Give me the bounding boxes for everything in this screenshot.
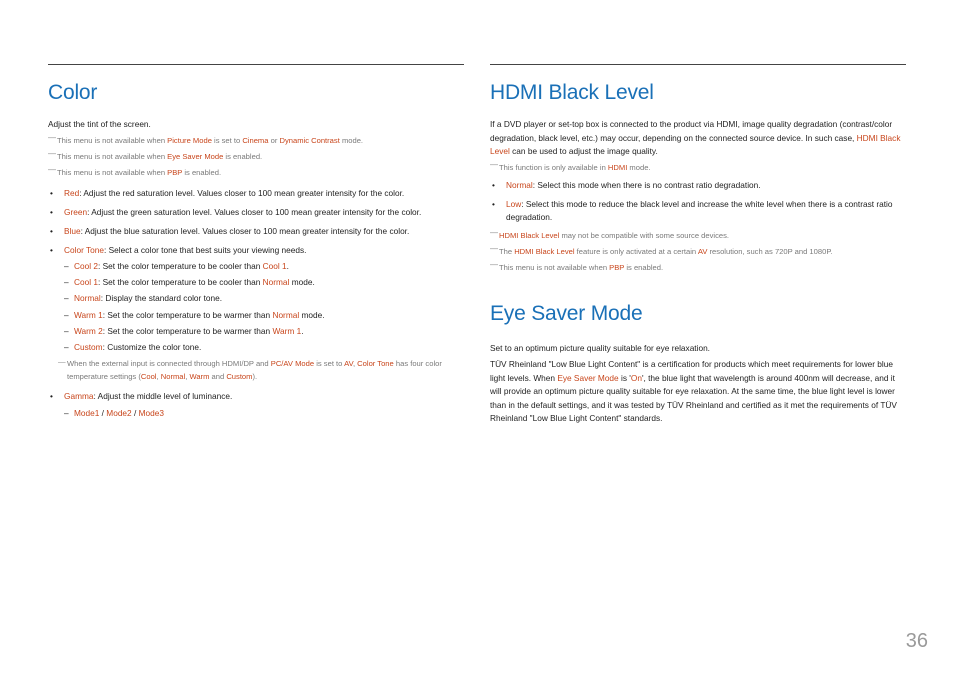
tone-item: – Cool 2: Set the color temperature to be cooler than Cool 1. <box>64 261 289 271</box>
color-section <box>48 64 464 421</box>
note-icon: ― <box>490 227 498 237</box>
eye-saver-mode-title: Eye Saver Mode <box>490 301 643 325</box>
bullet-blue: • Blue: Adjust the blue saturation level. Values closer to 100 mean greater intensity for the color. <box>50 225 410 236</box>
top-rule-left <box>48 64 464 65</box>
note-icon: ― <box>490 243 498 253</box>
hdmi-black-level-title: HDMI Black Level <box>490 81 654 104</box>
page-number: 36 <box>905 630 928 652</box>
tone-item: – Warm 1: Set the color temperature to be warmer than Normal mode. <box>64 309 325 320</box>
bullet-red: • Red: Adjust the red saturation level. Values closer to 100 mean greater intensity for the color. <box>50 187 405 198</box>
bullet-gamma: • Gamma: Adjust the middle level of luminance. <box>50 391 233 402</box>
tone-item: – Warm 2: Set the color temperature to be warmer than Warm 1. <box>64 325 304 336</box>
note-icon: ― <box>58 357 66 367</box>
tone-item: – Normal: Display the standard color tone. <box>64 293 223 304</box>
note-icon: ― <box>48 164 56 174</box>
gamma-modes: – Mode1 / Mode2 / Mode3 <box>64 407 164 418</box>
bullet-color-tone: • Color Tone: Select a color tone that best suits your viewing needs. <box>50 244 307 255</box>
note-compat: ― HDMI Black Level may not be compatible with some source devices. <box>490 228 906 244</box>
note-picture-mode: ― This menu is not available when Picture Mode is set to Cinema or Dynamic Contrast mode. <box>48 133 464 149</box>
note-resolution: ― The HDMI Black Level feature is only activated at a certain AV resolution, such as 720P and 1080P. <box>490 244 906 260</box>
note-icon: ― <box>48 132 56 142</box>
note-hdmi-only: ― This function is only available in HDMI mode. <box>490 160 906 176</box>
eye-saver-body: TÜV Rheinland "Low Blue Light Content" is a certification for products which meet requirements for lower blue light levels. When Eye Saver Mode is 'On', the blue light that wavelength is around 400nm will decrease, and it will provide an optimum picture quality suitable for eye relaxation. At the same time, the blue light level is lower than in the default settings, and it was tested by TÜV Rheinland and certified as it met the requirements of TÜV Rheinland "Low Blue Light Content" standards. <box>490 359 897 423</box>
bullet-normal: • Normal: Select this mode when there is no contrast ratio degradation. <box>492 179 761 190</box>
color-title: Color <box>48 81 98 104</box>
note-pbp: ― This menu is not available when PBP is enabled. <box>48 165 464 181</box>
tone-item: – Custom: Customize the color tone. <box>64 342 202 353</box>
note-icon: ― <box>490 259 498 269</box>
note-pbp-right: ― This menu is not available when PBP is enabled. <box>490 260 906 276</box>
note-eye-saver: ― This menu is not available when Eye Saver Mode is enabled. <box>48 149 464 165</box>
bullet-low: • Low: Select this mode to reduce the black level and increase the white level when there is a contrast ratio degradation. <box>492 198 893 222</box>
note-icon: ― <box>490 159 498 169</box>
hdmi-intro: If a DVD player or set-top box is connected to the product via HDMI, image quality degradation (contrast/color degradation, black level, etc.) may occur, depending on the connected source device. In such case, HDMI Black Level can be used to adjust the image quality. <box>490 119 901 156</box>
eye-saver-intro: Set to an optimum picture quality suitable for eye relaxation. <box>490 342 710 353</box>
tone-note: ― When the external input is connected through HDMI/DP and PC/AV Mode is set to AV, Color Tone has four color temperature settings (Cool, Normal, Warm and Custom). <box>58 357 442 382</box>
bullet-green: • Green: Adjust the green saturation level. Values closer to 100 mean greater intensity for the color. <box>50 206 422 217</box>
color-intro: Adjust the tint of the screen. <box>48 119 151 129</box>
top-rule-right <box>490 64 906 65</box>
tone-item: – Cool 1: Set the color temperature to be cooler than Normal mode. <box>64 277 315 288</box>
note-icon: ― <box>48 148 56 158</box>
hdmi-black-level-section <box>490 64 906 426</box>
